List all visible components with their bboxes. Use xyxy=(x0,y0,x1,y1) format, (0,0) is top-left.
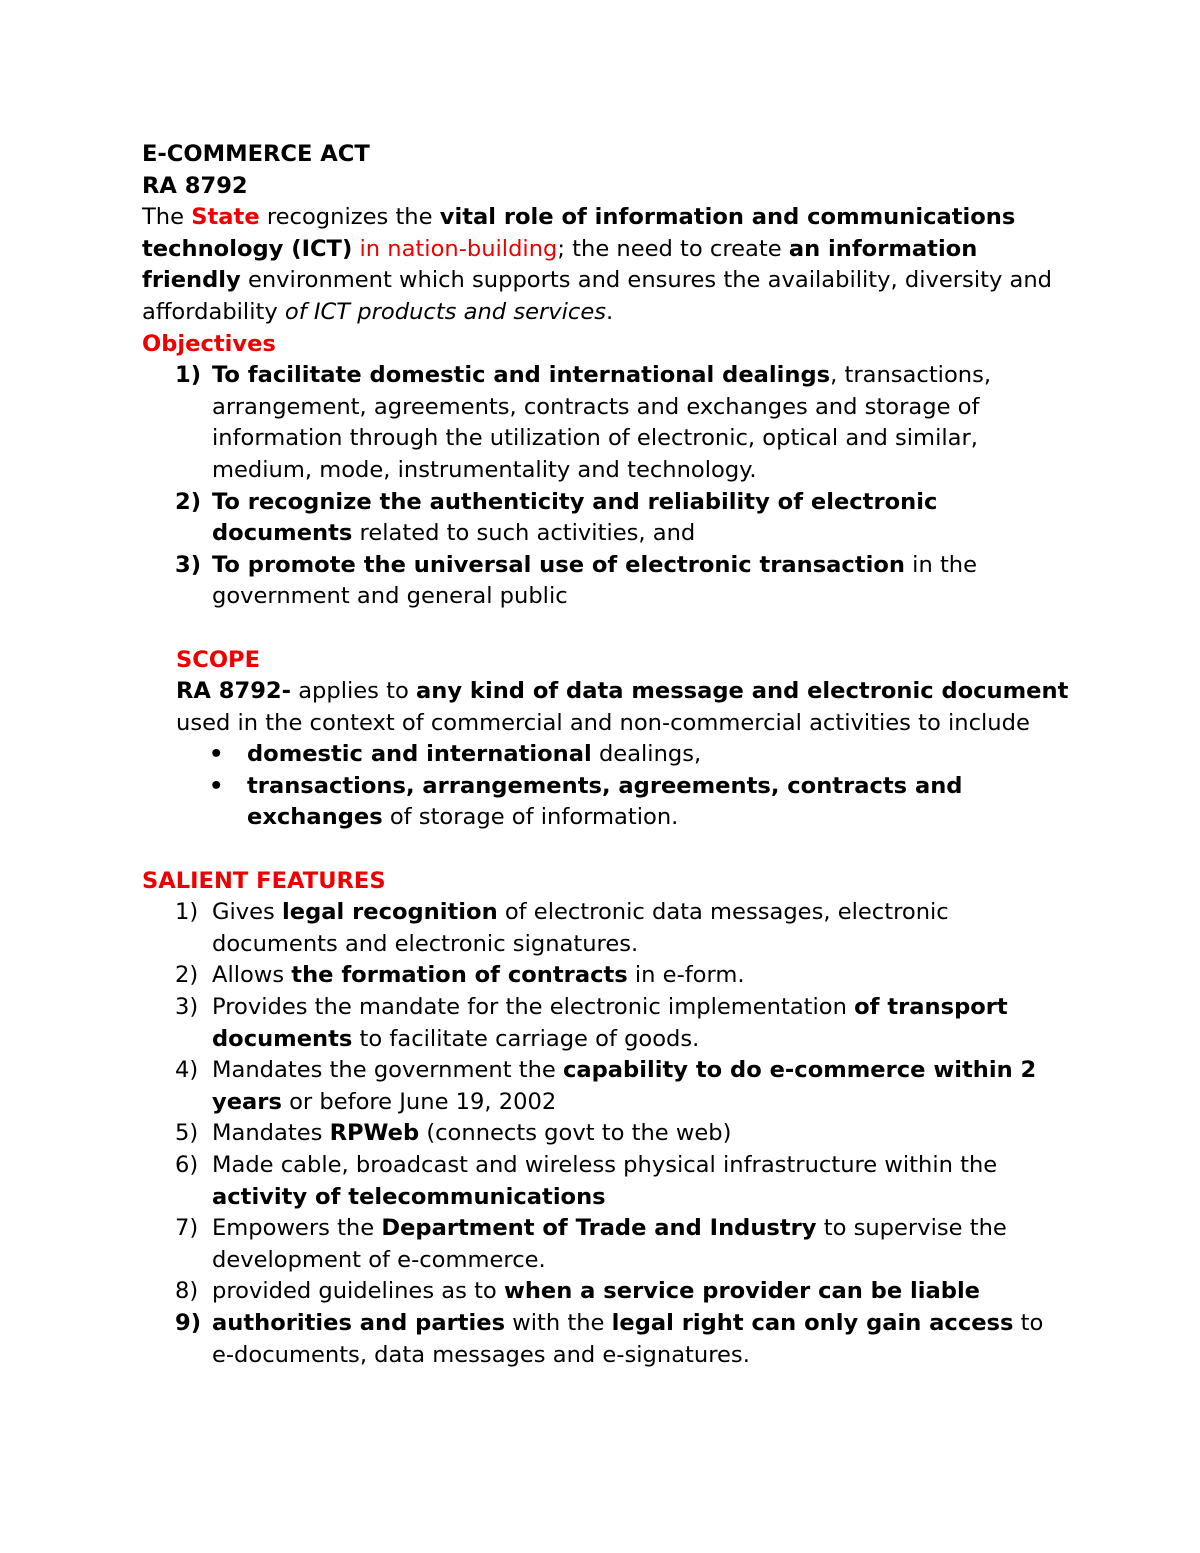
objective-bold-text: To recognize the authenticity and reliability of electronic documents xyxy=(212,488,938,547)
objective-text: , transactions, arrangement, agreements, contracts and exchanges and storage of information through the utilization of electronic, optical and similar, medium, mode, instrumentality and technology. xyxy=(212,362,992,483)
scope-heading: SCOPE xyxy=(176,646,261,673)
feature-number: 7) xyxy=(175,1215,199,1242)
document-title: E-COMMERCE ACT xyxy=(142,141,370,167)
feature-number: 6) xyxy=(175,1152,199,1178)
salient-feature-item xyxy=(142,960,1072,992)
salient-feature-item xyxy=(142,1150,1072,1213)
spacer xyxy=(142,613,1072,645)
document-page xyxy=(142,139,1072,1371)
feature-text: Empowers the xyxy=(212,1215,382,1242)
objective-text: in the government and general public xyxy=(212,551,978,610)
feature-bold-text: legal recognition xyxy=(282,899,498,926)
salient-feature-item xyxy=(142,1308,1072,1371)
scope-bullet-bold: transactions, arrangements, agreements, contracts and exchanges xyxy=(247,772,963,831)
feature-text: in e-form. xyxy=(627,962,745,989)
objective-text: related to such activities, and xyxy=(352,520,696,547)
salient-feature-item xyxy=(142,1213,1072,1276)
scope-text: used in the context of commercial and non-commercial activities to include xyxy=(176,709,1030,736)
salient-feature-item xyxy=(142,1118,1072,1150)
feature-bold-text: authorities and parties xyxy=(212,1309,506,1336)
scope-ra: RA 8792- xyxy=(176,678,292,705)
scope-bullet-text: dealings, xyxy=(591,741,702,768)
intro-vital-role: vital role of information and communications technology (ICT) xyxy=(142,204,1016,262)
scope-bullet-item xyxy=(176,771,1072,834)
scope-bullet-text: of storage of information. xyxy=(382,804,679,831)
salient-features-list xyxy=(142,897,1072,1371)
feature-bold-text: RPWeb xyxy=(329,1120,420,1147)
intro-state: State xyxy=(191,204,260,231)
feature-bold-text: when a service provider can be liable xyxy=(503,1278,981,1305)
objective-item xyxy=(142,487,1072,550)
scope-bullet-bold: domestic and international xyxy=(247,741,592,768)
scope-bullet-item xyxy=(176,739,1072,771)
feature-text: Gives xyxy=(212,899,283,926)
scope-paragraph xyxy=(176,676,1072,739)
scope-section xyxy=(142,645,1072,835)
feature-number: 8) xyxy=(175,1278,199,1305)
feature-number: 3) xyxy=(175,994,199,1021)
objectives-list xyxy=(142,360,1072,613)
bullet-icon: • xyxy=(209,772,224,799)
objectives-heading: Objectives xyxy=(142,330,276,357)
feature-text: to e-documents, data messages and e-signatures. xyxy=(212,1309,1044,1368)
feature-number: 9) xyxy=(175,1309,202,1336)
scope-text: applies to xyxy=(291,678,416,705)
feature-text: or before June 19, 2002 xyxy=(281,1088,557,1115)
scope-kind-of-data: any kind of data message and electronic document xyxy=(416,678,1069,705)
intro-text: . xyxy=(606,298,614,325)
feature-text: Mandates xyxy=(212,1120,330,1147)
feature-number: 2) xyxy=(175,962,199,989)
feature-text: to facilitate carriage of goods. xyxy=(352,1025,700,1052)
salient-feature-item xyxy=(142,897,1072,960)
feature-bold-text: the formation of contracts xyxy=(291,962,628,989)
feature-text: Mandates the government the xyxy=(212,1057,563,1084)
feature-text: Provides the mandate for the electronic implementation xyxy=(212,994,855,1021)
intro-paragraph xyxy=(142,202,1072,328)
objective-bold-text: To facilitate domestic and international dealings xyxy=(212,362,831,389)
objective-number: 1) xyxy=(175,362,202,389)
intro-nation-building: in nation-building xyxy=(359,235,558,262)
spacer xyxy=(142,834,1072,866)
feature-text: of electronic data messages, electronic documents and electronic signatures. xyxy=(212,899,949,957)
intro-text: recognizes the xyxy=(259,204,440,231)
feature-text: with the xyxy=(505,1309,612,1336)
objective-bold-text: To promote the universal use of electronic transaction xyxy=(212,551,905,578)
feature-bold-text: activity of telecommunications xyxy=(212,1183,606,1210)
feature-text: provided guidelines as to xyxy=(212,1278,504,1305)
objective-number: 2) xyxy=(175,488,202,515)
salient-feature-item xyxy=(142,1276,1072,1308)
objective-number: 3) xyxy=(175,551,202,578)
salient-features-heading: SALIENT FEATURES xyxy=(142,867,386,894)
feature-text: Allows xyxy=(212,962,292,989)
salient-feature-item xyxy=(142,1055,1072,1118)
salient-feature-item xyxy=(142,992,1072,1055)
feature-text: (connects govt to the web) xyxy=(419,1120,732,1147)
intro-text: The xyxy=(142,204,192,231)
feature-bold-text: legal right can only gain access xyxy=(611,1309,1014,1336)
document-subtitle-ra: RA 8792 xyxy=(142,172,248,199)
objective-item xyxy=(142,550,1072,613)
feature-bold-text: Department of Trade and Industry xyxy=(381,1215,817,1242)
intro-text: environment which supports and ensures the availability, diversity and affordability xyxy=(142,267,1053,325)
feature-number: 5) xyxy=(175,1120,199,1147)
feature-text: Made cable, broadcast and wireless physical infrastructure within the xyxy=(212,1152,998,1178)
intro-ict-products: of ICT products and services xyxy=(284,298,607,325)
scope-bullet-list xyxy=(176,739,1072,834)
intro-information-friendly: an information friendly xyxy=(142,235,978,294)
feature-number: 4) xyxy=(175,1057,199,1084)
feature-bold-text: capability to do e-commerce within 2 years xyxy=(212,1057,1037,1115)
feature-text: to supervise the development of e-commerce. xyxy=(212,1215,1007,1273)
bullet-icon: • xyxy=(209,741,224,768)
feature-bold-text: of transport documents xyxy=(212,994,1008,1052)
objective-item xyxy=(142,360,1072,486)
intro-text: ; the need to create xyxy=(557,235,789,262)
feature-number: 1) xyxy=(175,899,199,926)
